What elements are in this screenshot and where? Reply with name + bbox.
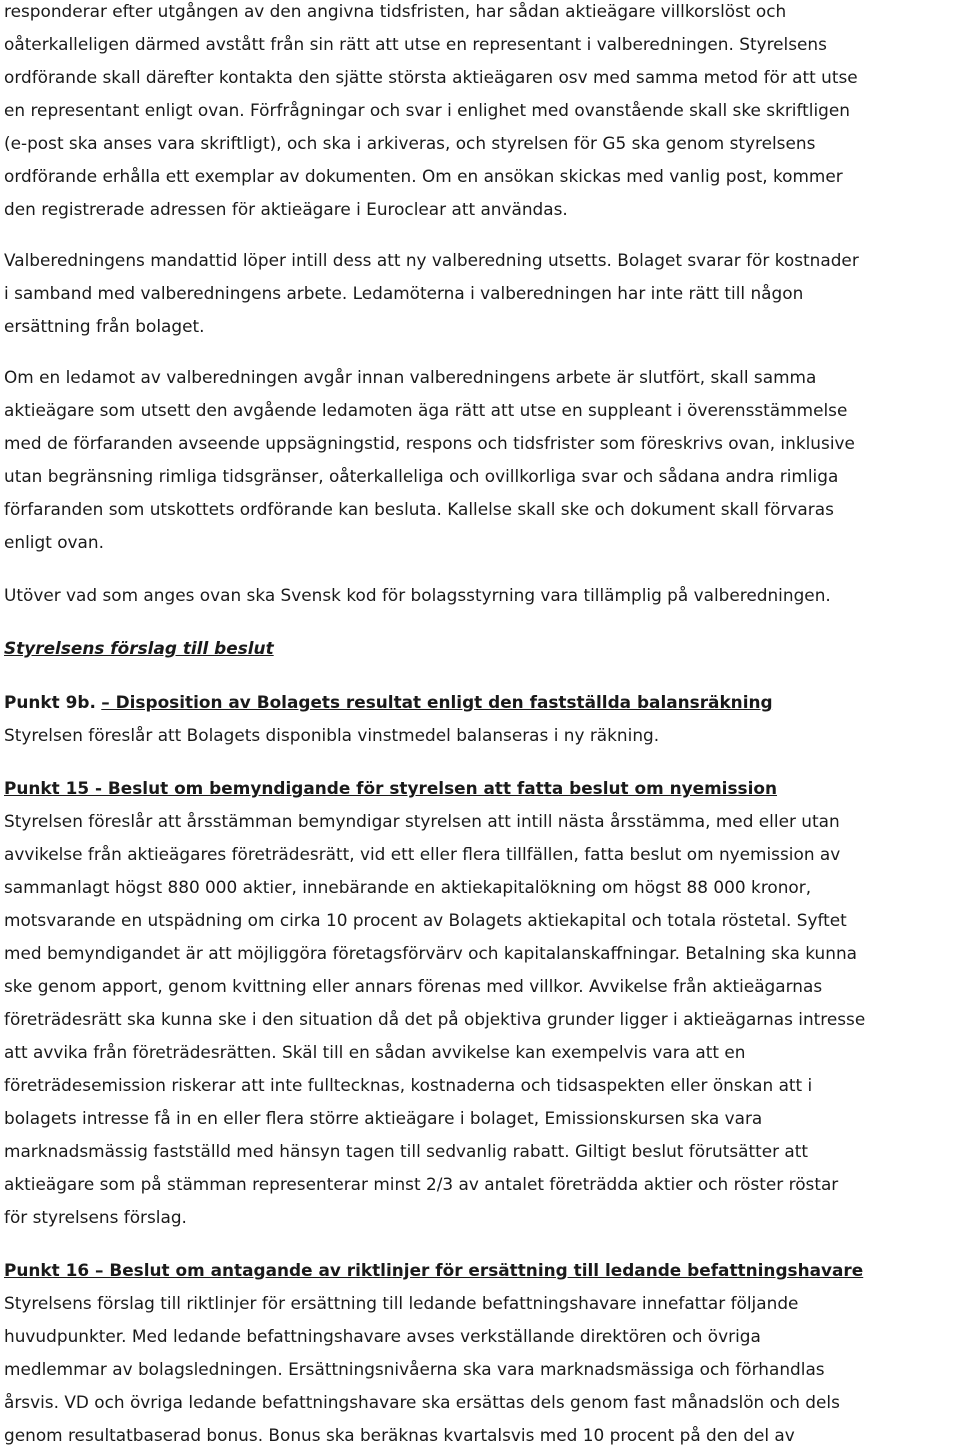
punkt-9b-heading [4,687,954,720]
text-line: den registrerade adressen för aktieägare i Euroclear att användas. [4,200,568,220]
text-line: ersättning från bolaget. [4,317,205,337]
section-punkt-9b [4,687,960,753]
text-line: Om en ledamot av valberedningen avgår innan valberedningens arbete är slutfört, skall samma [4,368,817,388]
text-line: avvikelse från aktieägares företrädesrätt, vid ett eller flera tillfällen, fatta beslut om nyemission av [4,845,841,865]
text-line: (e-post ska anses vara skriftligt), och ska i arkiveras, och styrelsen för G5 ska genom styrelsens [4,134,816,154]
text-line: ske genom apport, genom kvittning eller annars förenas med villkor. Avvikelse från aktieägarnas [4,977,823,997]
text-line: bolagets intresse få in en eller flera större aktieägare i bolaget, Emissionskursen ska vara [4,1109,763,1129]
punkt-15-heading: Punkt 15 - Beslut om bemyndigande för styrelsen att fatta beslut om nyemission [4,779,778,799]
text-line: att avvika från företrädesrätten. Skäl till en sådan avvikelse kan exempelvis vara att en [4,1043,746,1063]
text-line: Utöver vad som anges ovan ska Svensk kod för bolagsstyrning vara tillämplig på valberedningen. [4,586,831,606]
text-line: årsvis. VD och övriga ledande befattningshavare ska ersättas dels genom fast månadslön och dels [4,1393,840,1413]
paragraph-governance-code [4,580,960,613]
punkt-9b-label: Punkt 9b. [4,693,96,713]
text-line: Styrelsens förslag till riktlinjer för ersättning till ledande befattningshavare innefattar följande [4,1294,799,1314]
section-punkt-16 [4,1255,960,1453]
text-line: utan begränsning rimliga tidsgränser, oåterkalleliga och ovillkorliga svar och sådana andra rimliga [4,467,839,487]
text-line: medlemmar av bolagsledningen. Ersättningsnivåerna ska vara marknadsmässiga och förhandlas [4,1360,825,1380]
text-line: med de förfaranden avseende uppsägningstid, respons och tidsfrister som föreskrivs ovan, inklusive [4,434,855,454]
text-line: ordförande erhålla ett exemplar av dokumenten. Om en ansökan skickas med vanlig post, kommer [4,167,843,187]
paragraph-mandate-period [4,245,960,344]
paragraph-member-resignation [4,362,960,560]
text-line: enligt ovan. [4,533,104,553]
text-line: en representant enligt ovan. Förfrågningar och svar i enlighet med ovanstående skall ske skriftligen [4,101,850,121]
text-line: marknadsmässig fastställd med hänsyn tagen till sedvanlig rabatt. Giltigt beslut förutsätter att [4,1142,809,1162]
text-line: Valberedningens mandattid löper intill dess att ny valberedning utsetts. Bolaget svarar för kostnader [4,251,859,271]
text-line: motsvarande en utspädning om cirka 10 procent av Bolagets aktiekapital och totala röstetal. Syftet [4,911,847,931]
text-line: sammanlagt högst 880 000 aktier, innebärande en aktiekapitalökning om högst 88 000 kronor, [4,878,812,898]
section-punkt-15 [4,773,960,1235]
text-line: med bemyndigandet är att möjliggöra företagsförvärv och kapitalanskaffningar. Betalning ska kunna [4,944,858,964]
punkt-9b-title: – Disposition av Bolagets resultat enligt den fastställda balansräkning [101,693,773,713]
text-line: oåterkalleligen därmed avstått från sin rätt att utse en representant i valberedningen. Styrelsens [4,35,827,55]
text-line: företrädesrätt ska kunna ske i den situation då det på objektiva grunder ligger i aktieägarnas intresse [4,1010,866,1030]
text-line: responderar efter utgången av den angivna tidsfristen, har sådan aktieägare villkorslöst och [4,2,787,22]
text-line: Styrelsen föreslår att årsstämman bemyndigar styrelsen att intill nästa årsstämma, med eller utan [4,812,840,832]
text-line: Styrelsen föreslår att Bolagets disponibla vinstmedel balanseras i ny räkning. [4,726,660,746]
text-line: företrädesemission riskerar att inte fulltecknas, kostnaderna och tidsaspekten eller önskan att i [4,1076,813,1096]
text-line: förfaranden som utskottets ordförande kan besluta. Kallelse skall ske och dokument skall förvaras [4,500,834,520]
text-line: aktieägare som på stämman representerar minst 2/3 av antalet företrädda aktier och röster röstar [4,1175,839,1195]
text-line: huvudpunkter. Med ledande befattningshavare avses verkställande direktören och övriga [4,1327,761,1347]
text-line: i samband med valberedningens arbete. Ledamöterna i valberedningen har inte rätt till någon [4,284,804,304]
paragraph-nomination-response [4,0,960,227]
text-line: ordförande skall därefter kontakta den sjätte största aktieägaren osv med samma metod för att utse [4,68,858,88]
text-line: för styrelsens förslag. [4,1208,187,1228]
text-line: aktieägare som utsett den avgående ledamoten äga rätt att utse en suppleant i överensstämmelse [4,401,848,421]
punkt-16-heading: Punkt 16 – Beslut om antagande av riktlinjer för ersättning till ledande befattningshavare [4,1261,864,1281]
section-heading: Styrelsens förslag till beslut [4,639,274,659]
text-line: genom resultatbaserad bonus. Bonus ska beräknas kvartalsvis med 10 procent på den del av [4,1426,795,1446]
